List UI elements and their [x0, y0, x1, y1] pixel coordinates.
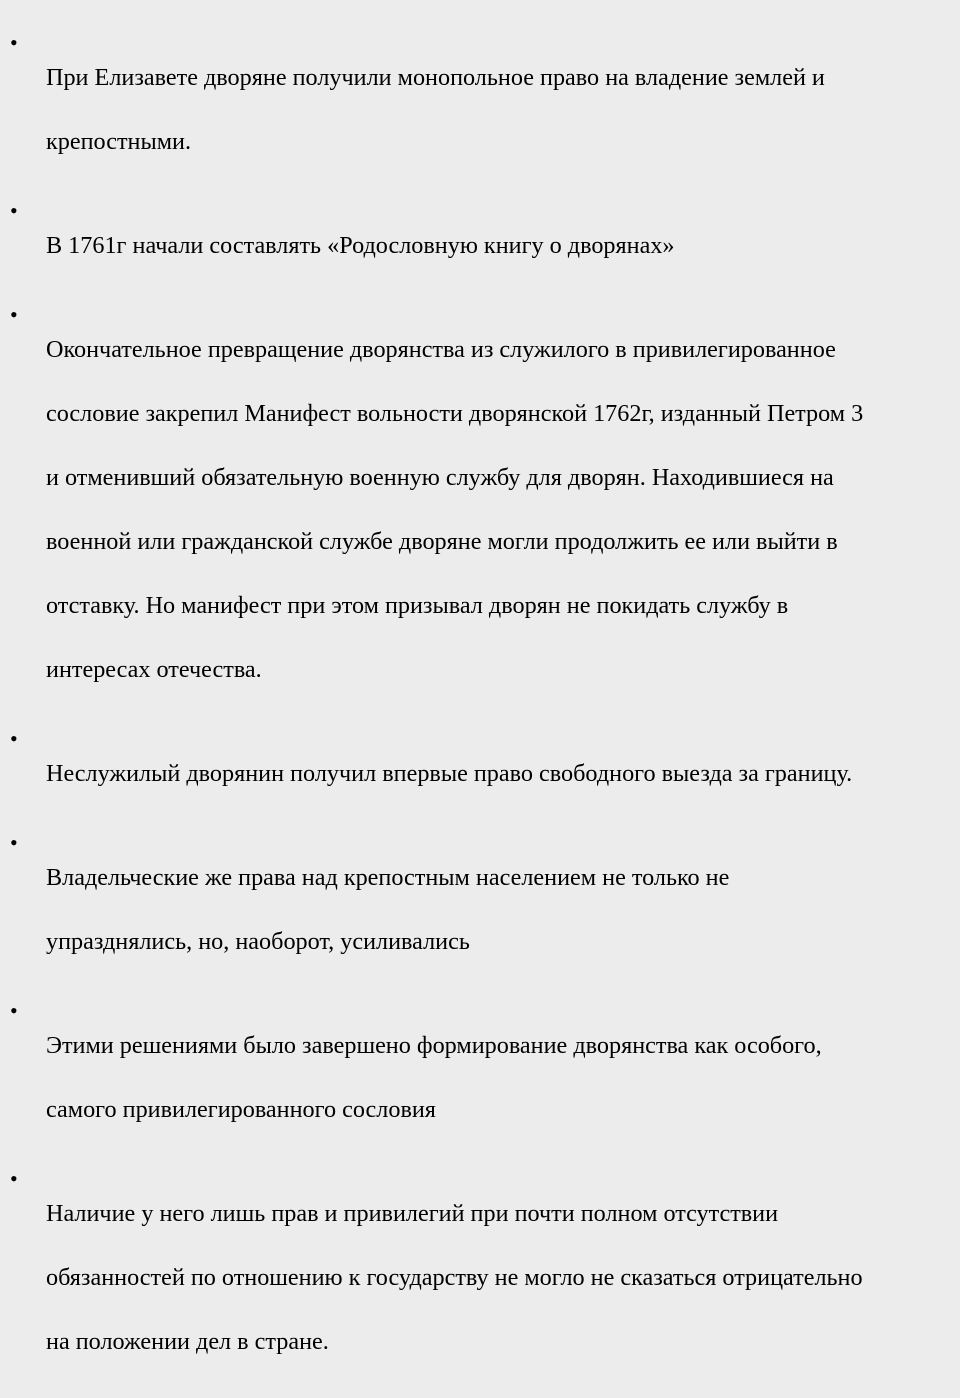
bullet-item-1: [10, 30, 950, 190]
bullet-marker: •: [10, 1166, 18, 1191]
bullet-item-6: [10, 998, 950, 1158]
bullet-marker: •: [10, 830, 18, 855]
bullet-line: упразднялись, но, наоборот, усиливались: [46, 928, 470, 955]
bullet-line: обязанностей по отношению к государству не могло не сказаться отрицательно: [46, 1264, 863, 1291]
bullet-list: [10, 30, 950, 1398]
bullet-text-4: [46, 726, 950, 822]
bullet-text-1: [46, 30, 950, 190]
bullet-text-7: [46, 1166, 950, 1390]
bullet-line: Неслужилый дворянин получил впервые право свободного выезда за границу.: [46, 760, 853, 787]
bullet-item-3: [10, 302, 950, 718]
bullet-line: Наличие у него лишь прав и привилегий при почти полном отсутствии: [46, 1200, 779, 1227]
bullet-text-3: [46, 302, 950, 718]
bullet-item-7: [10, 1166, 950, 1390]
bullet-marker: •: [10, 998, 18, 1023]
bullet-line: Окончательное превращение дворянства из служилого в привилегированное: [46, 336, 836, 363]
bullet-item-4: [10, 726, 950, 822]
bullet-line: крепостными.: [46, 128, 192, 155]
bullet-line: Владельческие же права над крепостным населением не только не: [46, 864, 730, 891]
bullet-line: отставку. Но манифест при этом призывал дворян не покидать службу в: [46, 592, 789, 619]
bullet-line: При Елизавете дворяне получили монопольное право на владение землей и: [46, 64, 825, 91]
bullet-marker: •: [10, 302, 18, 327]
bullet-marker: •: [10, 30, 18, 55]
bullet-line: сословие закрепил Манифест вольности дворянской 1762г, изданный Петром 3: [46, 400, 864, 427]
bullet-item-2: [10, 198, 950, 294]
bullet-text-6: [46, 998, 950, 1158]
bullet-item-5: [10, 830, 950, 990]
bullet-line: Этими решениями было завершено формирование дворянства как особого,: [46, 1032, 822, 1059]
bullet-marker: •: [10, 198, 18, 223]
bullet-text-5: [46, 830, 950, 990]
bullet-line: и отменивший обязательную военную службу для дворян. Находившиеся на: [46, 464, 834, 491]
bullet-text-2: [46, 198, 950, 294]
bullet-line: самого привилегированного сословия: [46, 1096, 436, 1123]
bullet-line: на положении дел в стране.: [46, 1328, 329, 1355]
bullet-line: военной или гражданской службе дворяне могли продолжить ее или выйти в: [46, 528, 838, 555]
bullet-line: интересах отечества.: [46, 656, 262, 683]
bullet-line: В 1761г начали составлять «Родословную книгу о дворянах»: [46, 232, 675, 259]
bullet-marker: •: [10, 726, 18, 751]
